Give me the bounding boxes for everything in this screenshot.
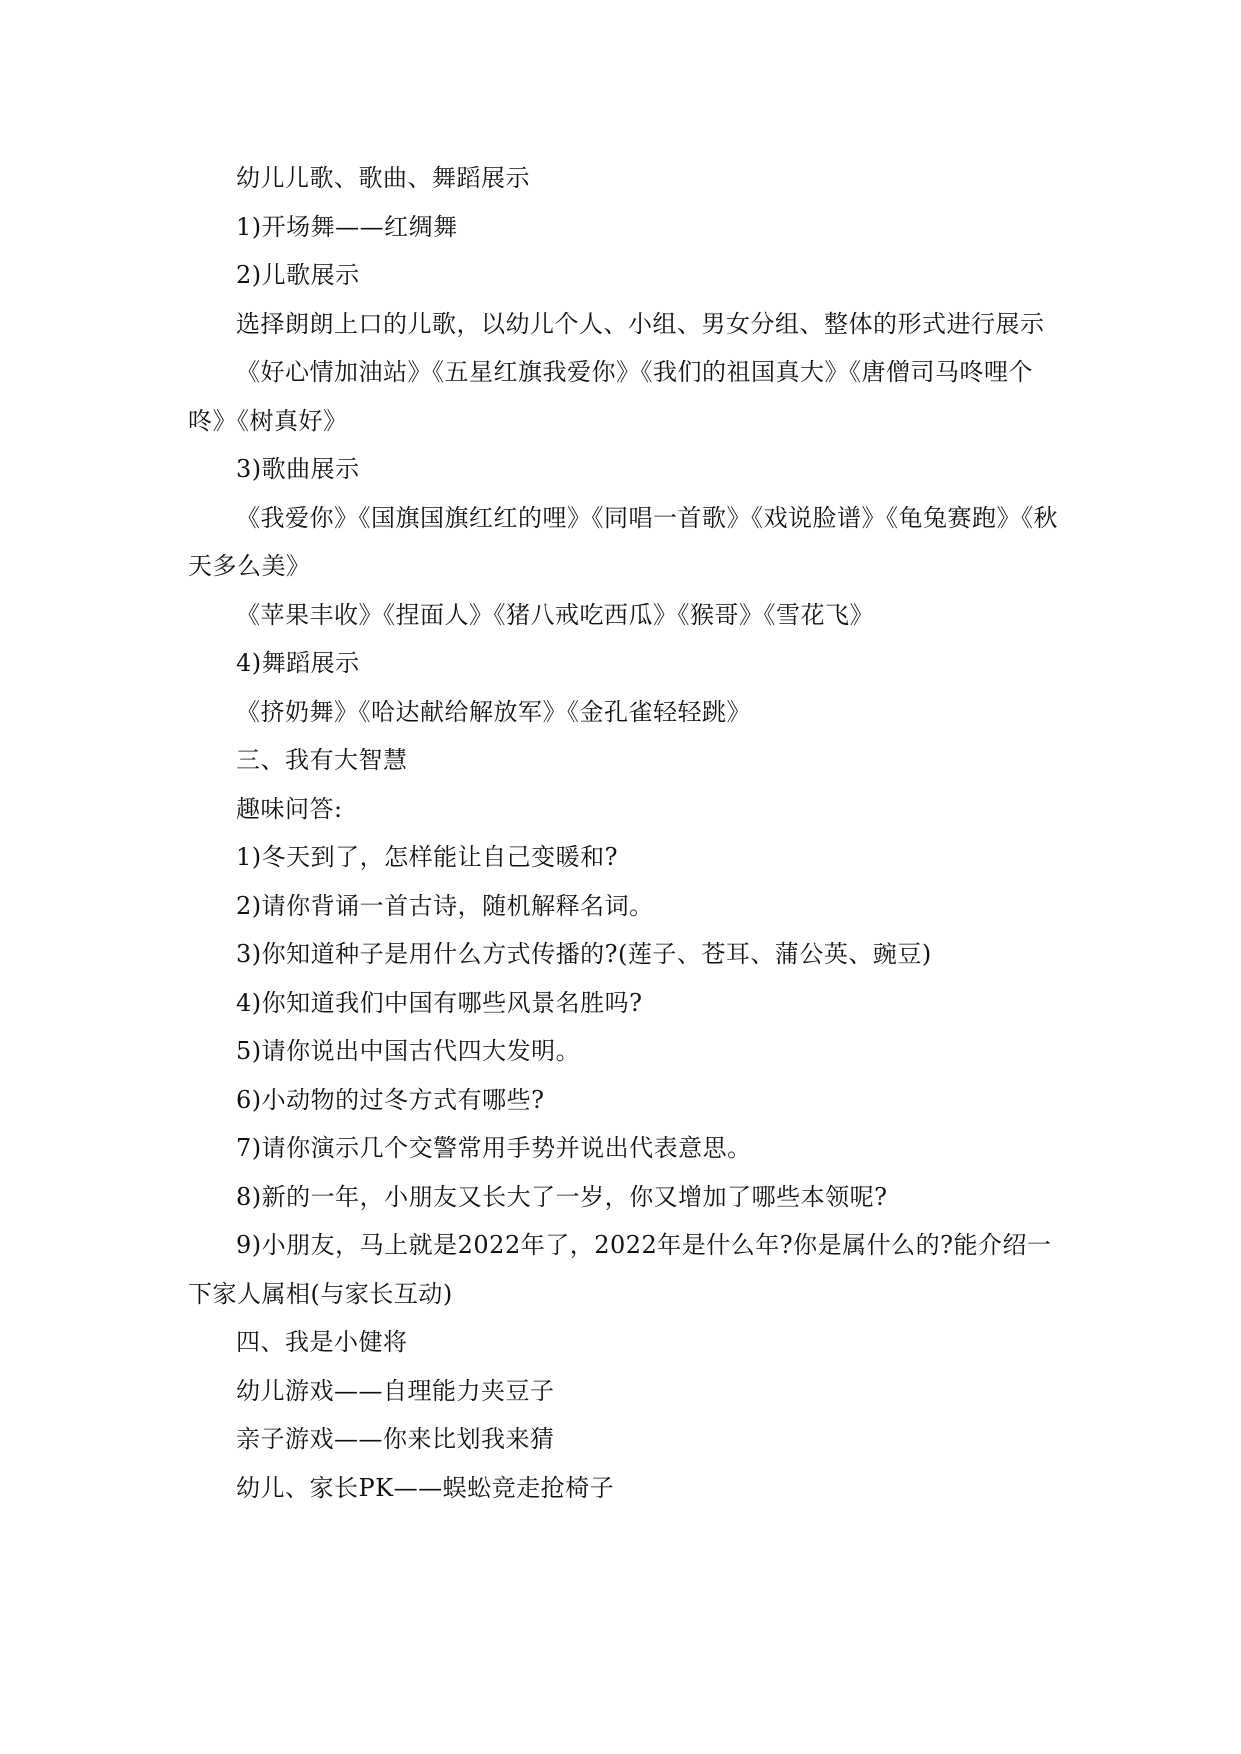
question-item: 8)新的一年，小朋友又长大了一岁，你又增加了哪些本领呢? [236, 1182, 888, 1211]
section-heading: 三、我有大智慧 [236, 746, 408, 774]
paragraph: 《挤奶舞》《哈达献给解放军》《金孔雀轻轻跳》 [236, 697, 751, 726]
paragraph: 1)开场舞——红绸舞 [236, 212, 458, 241]
question-item: 4)你知道我们中国有哪些风景名胜吗? [236, 988, 643, 1017]
question-item: 2)请你背诵一首古诗，随机解释名词。 [236, 891, 654, 920]
paragraph: 《我爱你》《国旗国旗红红的哩》《同唱一首歌》《戏说脸谱》《龟兔赛跑》《秋天多么美》 [188, 503, 1058, 580]
paragraph: 幼儿游戏——自理能力夹豆子 [236, 1376, 555, 1405]
question-item: 9)小朋友，马上就是2022年了，2022年是什么年?你是属什么的?能介绍一下家人属相(与家长互动) [188, 1231, 1052, 1308]
paragraph: 选择朗朗上口的儿歌，以幼儿个人、小组、男女分组、整体的形式进行展示 [236, 309, 1045, 338]
paragraph: 亲子游戏——你来比划我来猜 [236, 1425, 555, 1453]
paragraph: 4)舞蹈展示 [236, 649, 360, 677]
question-item: 6)小动物的过冬方式有哪些? [236, 1085, 545, 1114]
paragraph: 2)儿歌展示 [236, 261, 360, 289]
question-item: 3)你知道种子是用什么方式传播的?(莲子、苍耳、蒲公英、豌豆) [236, 940, 932, 968]
question-item: 5)请你说出中国古代四大发明。 [236, 1037, 581, 1065]
paragraph: 趣味问答: [236, 794, 343, 823]
document-body [188, 154, 1058, 1512]
paragraph: 3)歌曲展示 [236, 455, 360, 483]
paragraph: 《苹果丰收》《捏面人》《猪八戒吃西瓜》《猴哥》《雪花飞》 [236, 600, 874, 629]
section-heading: 四、我是小健将 [236, 1328, 408, 1356]
paragraph: 《好心情加油站》《五星红旗我爱你》《我们的祖国真大》《唐僧司马咚哩个咚》《树真好》 [188, 358, 1033, 435]
paragraph: 幼儿儿歌、歌曲、舞蹈展示 [236, 164, 530, 192]
question-item: 1)冬天到了，怎样能让自己变暖和? [236, 843, 618, 871]
question-item: 7)请你演示几个交警常用手势并说出代表意思。 [236, 1134, 752, 1162]
paragraph: 幼儿、家长PK——蜈蚣竞走抢椅子 [236, 1473, 615, 1502]
